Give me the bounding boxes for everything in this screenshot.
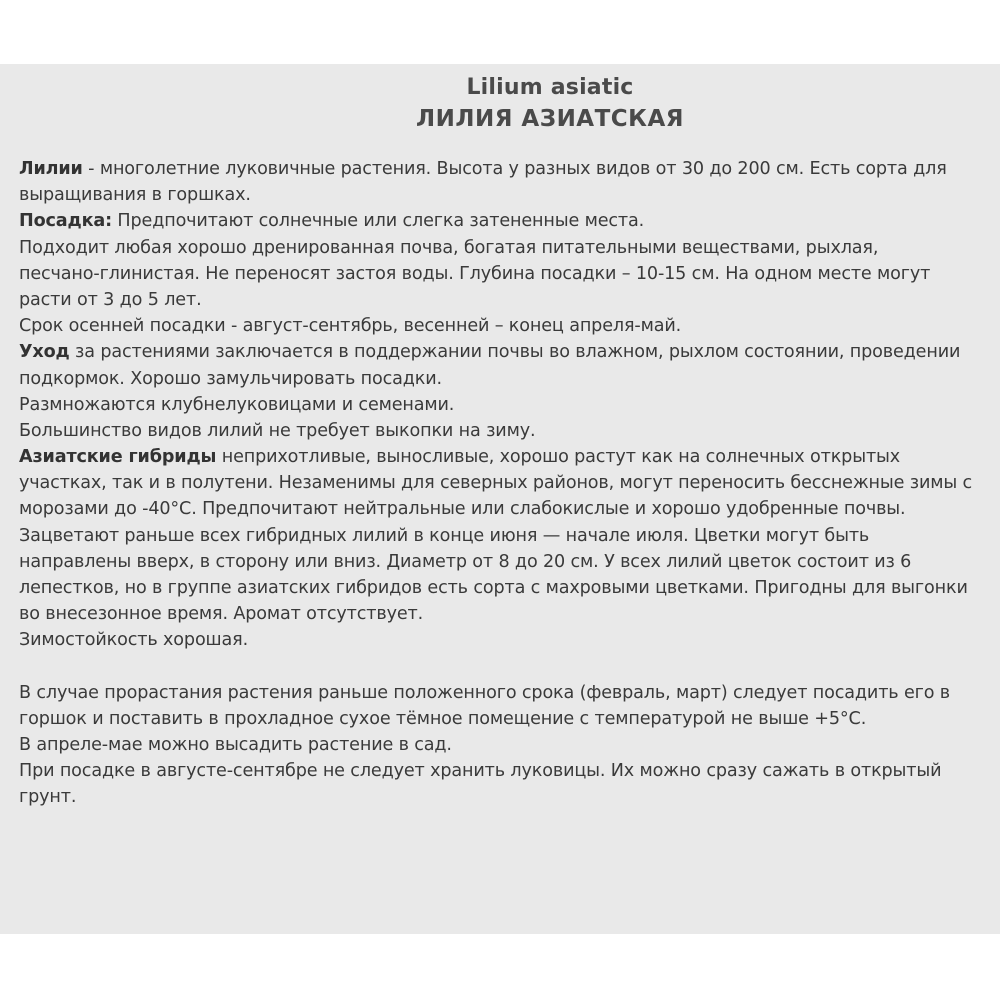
- line-text: При посадке в августе-сентябре не следует хранить луковицы. Их можно сразу сажать в открытый: [19, 761, 942, 782]
- text-line: [19, 418, 994, 444]
- line-text: Размножаются клубнелуковицами и семенами.: [19, 394, 455, 415]
- text-line: [19, 208, 994, 234]
- line-text: В случае прорастания растения раньше положенного срока (февраль, март) следует посадить его в: [19, 682, 950, 703]
- text-line: [19, 706, 994, 732]
- bold-term: Посадка:: [19, 211, 112, 232]
- text-line: [19, 444, 994, 470]
- text-line: [19, 470, 994, 496]
- text-line: [19, 784, 994, 810]
- russian-title: ЛИЛИЯ АЗИАТСКАЯ: [416, 106, 684, 132]
- line-text: за растениями заключается в поддержании почвы во влажном, рыхлом состоянии, проведении: [69, 342, 961, 363]
- line-text: Большинство видов лилий не требует выкопки на зиму.: [19, 420, 536, 441]
- text-line: [19, 313, 994, 339]
- bold-term: Азиатские гибриды: [19, 447, 217, 468]
- line-text: горшок и поставить в прохладное сухое тёмное помещение с температурой не выше +5°С.: [19, 708, 867, 729]
- line-text: неприхотливые, выносливые, хорошо растут как на солнечных открытых: [216, 447, 901, 468]
- line-text: направлены вверх, в сторону или вниз. Диаметр от 8 до 20 см. У всех лилий цветок состоит из 6: [19, 551, 912, 572]
- description-section: [19, 156, 994, 654]
- line-text: Срок осенней посадки - август-сентябрь, весенней – конец апреля-май.: [19, 316, 682, 337]
- text-line: [19, 235, 994, 261]
- text-line: [19, 680, 994, 706]
- line-text: Зимостойкость хорошая.: [19, 630, 249, 651]
- line-text: Предпочитают солнечные или слегка затененные места.: [111, 211, 645, 232]
- text-line: [19, 758, 994, 784]
- instructions-section: [19, 680, 994, 811]
- line-text: лепестков, но в группе азиатских гибридов есть сорта с махровыми цветками. Пригодны для выгонки: [19, 578, 968, 598]
- title-block: [0, 72, 1000, 134]
- line-text: - многолетние луковичные растения. Высота у разных видов от 30 до 200 см. Есть сорта для: [82, 159, 947, 179]
- line-text: В апреле-мае можно высадить растение в сад.: [19, 734, 452, 755]
- line-text: Зацветают раньше всех гибридных лилий в конце июня — начале июля. Цветки могут быть: [19, 525, 870, 546]
- text-line: [19, 261, 994, 287]
- text-line: [19, 523, 994, 549]
- line-text: во внесезонное время. Аромат отсутствует.: [19, 604, 424, 625]
- bold-term: Лилии: [19, 159, 83, 179]
- text-line: [19, 339, 994, 365]
- text-line: [19, 601, 994, 627]
- text-line: [19, 549, 994, 575]
- text-line: [19, 392, 994, 418]
- text-line: [19, 156, 994, 182]
- text-line: [19, 287, 994, 313]
- text-line: [19, 575, 994, 601]
- line-text: морозами до -40°С. Предпочитают нейтральные или слабокислые и хорошо удобренные почвы.: [19, 499, 906, 520]
- line-text: участках, так и в полутени. Незаменимы для северных районов, могут переносить бесснежные зимы с: [19, 473, 973, 494]
- line-text: грунт.: [19, 787, 77, 808]
- text-line: [19, 627, 994, 653]
- document-body: [19, 156, 994, 811]
- text-line: [19, 366, 994, 392]
- text-line: [19, 182, 994, 208]
- bold-term: Уход: [19, 342, 70, 363]
- text-line: [19, 732, 994, 758]
- line-text: подкормок. Хорошо замульчировать посадки.: [19, 368, 442, 389]
- latin-title: Lilium asiatic: [466, 75, 634, 100]
- text-line: [19, 496, 994, 522]
- line-text: Подходит любая хорошо дренированная почва, богатая питательными веществами, рыхлая,: [19, 237, 879, 258]
- line-text: песчано-глинистая. Не переносят застоя воды. Глубина посадки – 10-15 см. На одном месте могут: [19, 263, 931, 284]
- label-document: [0, 64, 1000, 934]
- paragraph-gap: [19, 654, 994, 680]
- line-text: выращивания в горшках.: [19, 185, 251, 206]
- line-text: расти от 3 до 5 лет.: [19, 289, 202, 310]
